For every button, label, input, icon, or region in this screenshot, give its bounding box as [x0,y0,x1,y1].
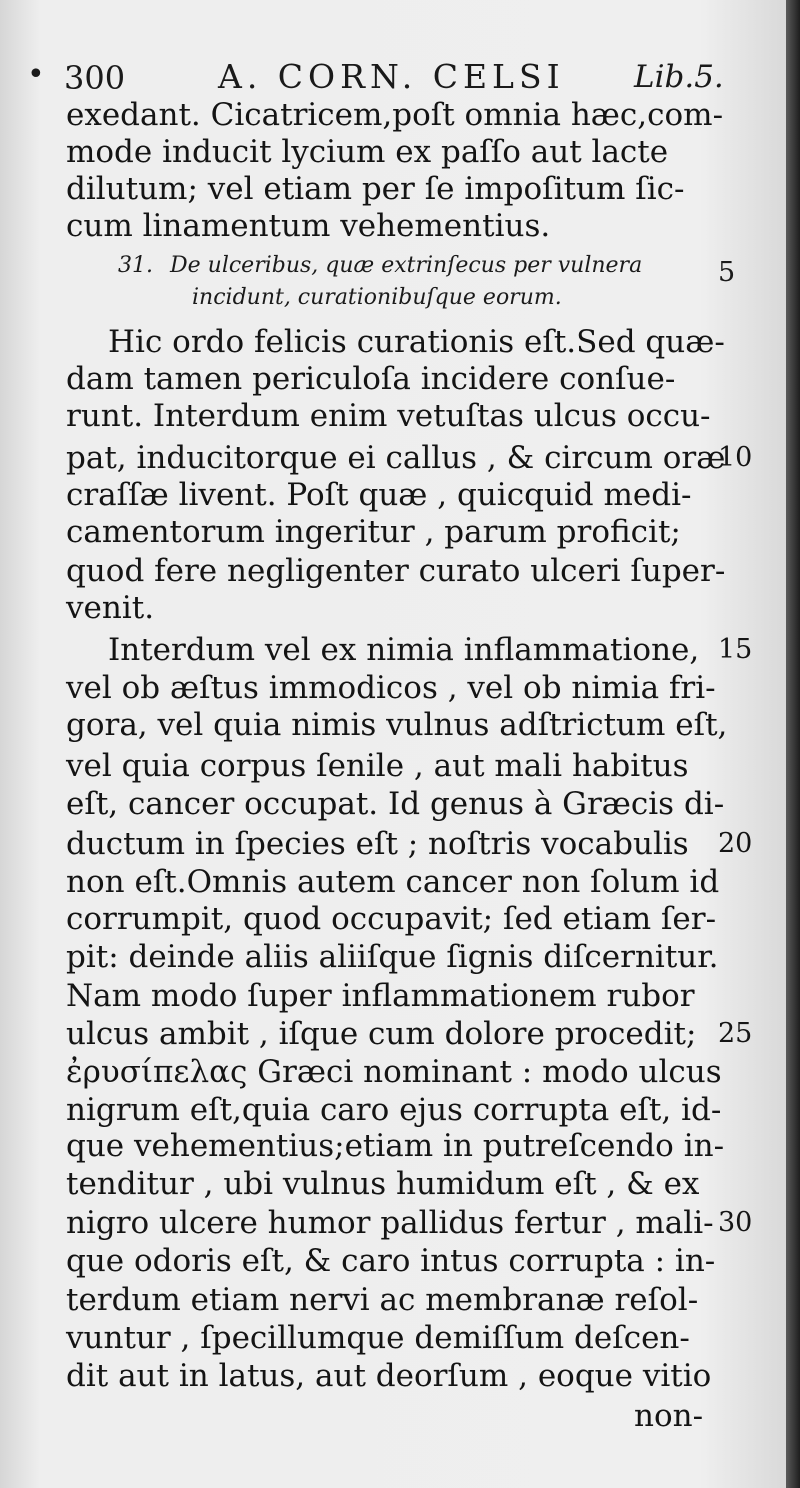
text-line: craſſæ livent. Poſt quæ , quicquid medi- [66,477,692,513]
running-head [0,55,786,99]
text-line: Interdum vel ex nimia inflammatione, 15 [108,632,753,668]
catchword: non- [634,1398,704,1434]
text-line: dilutum; vel etiam per ſe impoſitum ſic- [66,171,685,207]
text-line: vuntur , ſpecillumque demiſſum deſcen- [66,1320,690,1356]
text-line: ductum in ſpecies eſt ; noſtris vocabulis 20 [66,826,753,862]
margin-line-number: 10 [718,442,753,473]
catchword-line [0,1398,786,1438]
text-line: nigrum eſt,quia caro ejus corrupta eſt, id- [66,1092,722,1128]
text-line: dit aut in latus, aut deorſum , eoque vitio [66,1358,712,1394]
margin-line-number: 5 [718,257,736,288]
text-line: mode inducit lycium ex paſſo aut lacte [66,134,669,170]
text-line: exedant. Cicatricem,poſt omnia hæc,com- [66,97,724,133]
page-edge [786,0,800,1488]
text-line: tenditur , ubi vulnus humidum eſt , & ex [66,1166,700,1202]
text-line: que vehementius;etiam in putreſcendo in- [66,1128,725,1164]
margin-dot: • [27,57,45,92]
text-line: non eſt.Omnis autem cancer non ſolum id [66,864,720,900]
text-line: ἐρυσίπελας Græci nominant : modo ulcus [66,1054,722,1090]
section-heading-line-1 [0,253,786,289]
text-line: eſt, cancer occupat. Id genus à Græcis di- [66,786,725,822]
page-number: 300 [64,59,126,97]
text-line: cum linamentum vehementius. [66,208,551,244]
section-title-part-2: incidunt, curationibuſque eorum. [192,285,562,310]
section-number: 31. [118,253,153,278]
text-line: terdum etiam nervi ac membranæ reſol- [66,1282,699,1318]
text-line: que odoris eſt, & caro intus corrupta : in- [66,1243,716,1279]
margin-line-number: 15 [718,634,753,665]
text-line: pit: deinde aliis aliiſque ſignis diſcernitur. [66,939,719,975]
text-line: Nam modo ſuper inflammationem rubor [66,978,695,1014]
text-line: gora, vel quia nimis vulnus adſtrictum eſt, [66,707,728,743]
text-line: dam tamen periculoſa incidere conſue- [66,361,676,397]
text-line: ulcus ambit , iſque cum dolore procedit; 25 [66,1016,753,1052]
text-line: venit. [66,590,155,626]
margin-line-number: 20 [718,828,753,859]
text-line: corrumpit, quod occupavit; ſed etiam ſer- [66,901,717,937]
text-line: quod fere negligenter curato ulceri ſuper- [66,553,726,589]
text-line: Hic ordo felicis curationis eſt.Sed quæ- [108,324,725,360]
text-line: runt. Interdum enim vetuſtas ulcus occu- [66,398,711,434]
text-line: pat, inducitorque ei callus , & circum oræ 10 [66,440,753,476]
text-line: camentorum ingeritur , parum proficit; [66,514,681,550]
text-line: vel ob æſtus immodicos , vel ob nimia fri- [66,670,716,706]
section-heading-line-2 [0,285,786,321]
text-line: nigro ulcere humor pallidus fertur , mali- 30 [66,1205,753,1241]
running-title: A. CORN. CELSI [218,57,565,96]
margin-line-number: 30 [718,1207,753,1238]
section-title-part-1: De ulceribus, quæ extrinſecus per vulnera [170,253,643,278]
book-indicator: Lib.5. [634,59,724,95]
text-line: vel quia corpus ſenile , aut mali habitus [66,748,689,784]
margin-line-number: 25 [718,1018,753,1049]
